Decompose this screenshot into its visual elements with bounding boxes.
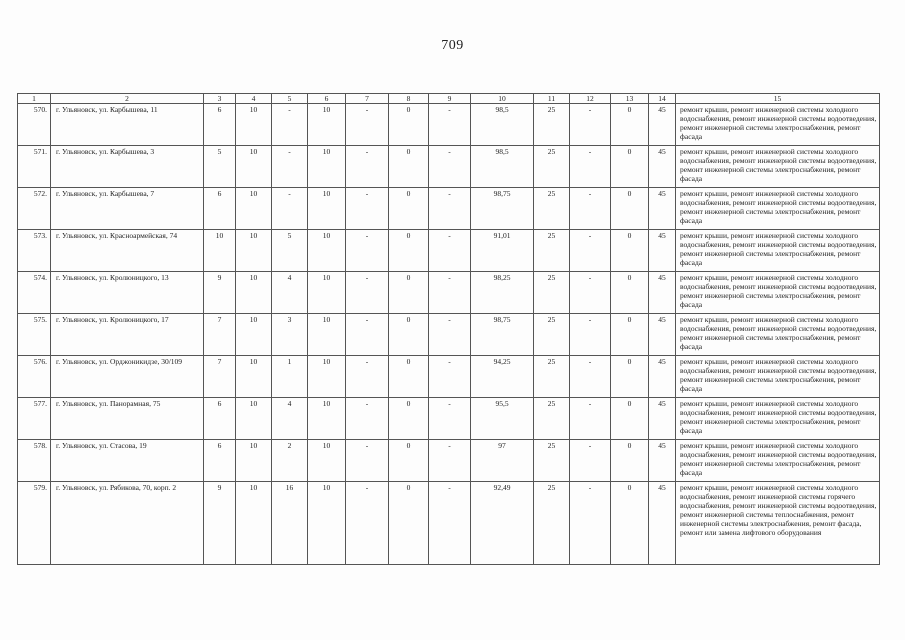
value-cell: 10: [308, 272, 346, 314]
value-cell: -: [272, 104, 308, 146]
value-cell: 45: [649, 230, 676, 272]
value-cell: 10: [308, 482, 346, 565]
row-number: 571.: [18, 146, 51, 188]
value-cell: -: [346, 104, 389, 146]
value-cell: 10: [204, 230, 236, 272]
value-cell: 25: [534, 272, 570, 314]
value-cell: 25: [534, 440, 570, 482]
value-cell: 9: [204, 482, 236, 565]
table-row: [18, 440, 880, 482]
value-cell: 45: [649, 146, 676, 188]
value-cell: -: [429, 230, 471, 272]
value-cell: 45: [649, 398, 676, 440]
column-number-row: [18, 94, 880, 104]
repair-table: [17, 93, 880, 565]
value-cell: -: [346, 272, 389, 314]
value-cell: 45: [649, 188, 676, 230]
value-cell: 0: [389, 146, 429, 188]
value-cell: -: [429, 398, 471, 440]
value-cell: 25: [534, 146, 570, 188]
value-cell: 98,25: [471, 272, 534, 314]
value-cell: 98,5: [471, 146, 534, 188]
value-cell: -: [570, 482, 611, 565]
value-cell: 10: [236, 314, 272, 356]
value-cell: 10: [308, 104, 346, 146]
column-header: 1: [18, 94, 51, 104]
value-cell: 25: [534, 314, 570, 356]
works-description-cell: ремонт крыши, ремонт инженерной системы холодного водоснабжения, ремонт инженерной системы водоотведения, ремонт инженерной системы электроснабжения, ремонт фасада: [676, 356, 880, 398]
works-description-cell: ремонт крыши, ремонт инженерной системы холодного водоснабжения, ремонт инженерной системы водоотведения, ремонт инженерной системы электроснабжения, ремонт фасада: [676, 104, 880, 146]
value-cell: 10: [236, 104, 272, 146]
value-cell: -: [346, 440, 389, 482]
table-row: [18, 272, 880, 314]
table-row: [18, 146, 880, 188]
value-cell: 7: [204, 314, 236, 356]
value-cell: 0: [611, 440, 649, 482]
value-cell: 10: [308, 440, 346, 482]
works-description-cell: ремонт крыши, ремонт инженерной системы холодного водоснабжения, ремонт инженерной системы водоотведения, ремонт инженерной системы электроснабжения, ремонт фасада: [676, 314, 880, 356]
row-number: 573.: [18, 230, 51, 272]
column-header: 14: [649, 94, 676, 104]
column-header: 3: [204, 94, 236, 104]
value-cell: 45: [649, 314, 676, 356]
table-row: [18, 356, 880, 398]
value-cell: 98,75: [471, 188, 534, 230]
value-cell: -: [570, 398, 611, 440]
value-cell: -: [429, 314, 471, 356]
value-cell: -: [570, 104, 611, 146]
value-cell: 0: [389, 104, 429, 146]
value-cell: 9: [204, 272, 236, 314]
table-row: [18, 398, 880, 440]
column-header: 8: [389, 94, 429, 104]
row-number: 574.: [18, 272, 51, 314]
works-description-cell: ремонт крыши, ремонт инженерной системы холодного водоснабжения, ремонт инженерной системы горячего водоснабжения, ремонт инженерной системы водоотведения, ремонт инженерной системы теплоснабжения, ремонт инженерной системы электроснабжения, ремонт фасада, ремонт или замена лифтового оборудования: [676, 482, 880, 565]
value-cell: -: [346, 398, 389, 440]
value-cell: 6: [204, 188, 236, 230]
address-cell: г. Ульяновск, ул. Кролюницкого, 13: [51, 272, 204, 314]
table-row: [18, 104, 880, 146]
address-cell: г. Ульяновск, ул. Стасова, 19: [51, 440, 204, 482]
row-number: 570.: [18, 104, 51, 146]
value-cell: 92,49: [471, 482, 534, 565]
value-cell: 94,25: [471, 356, 534, 398]
value-cell: 97: [471, 440, 534, 482]
value-cell: 6: [204, 440, 236, 482]
value-cell: -: [570, 146, 611, 188]
address-cell: г. Ульяновск, ул. Карбышева, 11: [51, 104, 204, 146]
value-cell: 0: [389, 440, 429, 482]
value-cell: 10: [308, 230, 346, 272]
value-cell: 2: [272, 440, 308, 482]
row-number: 575.: [18, 314, 51, 356]
value-cell: 45: [649, 272, 676, 314]
value-cell: 45: [649, 104, 676, 146]
address-cell: г. Ульяновск, ул. Орджоникидзе, 30/109: [51, 356, 204, 398]
value-cell: 0: [611, 398, 649, 440]
value-cell: 98,75: [471, 314, 534, 356]
value-cell: 10: [236, 482, 272, 565]
value-cell: 25: [534, 398, 570, 440]
value-cell: -: [570, 230, 611, 272]
value-cell: 5: [204, 146, 236, 188]
value-cell: 6: [204, 104, 236, 146]
column-header: 2: [51, 94, 204, 104]
address-cell: г. Ульяновск, ул. Панорамная, 75: [51, 398, 204, 440]
value-cell: -: [429, 440, 471, 482]
value-cell: 0: [611, 356, 649, 398]
value-cell: -: [429, 188, 471, 230]
value-cell: 25: [534, 356, 570, 398]
row-number: 578.: [18, 440, 51, 482]
column-header: 10: [471, 94, 534, 104]
value-cell: 0: [389, 188, 429, 230]
value-cell: 10: [308, 356, 346, 398]
value-cell: 0: [611, 482, 649, 565]
column-header: 12: [570, 94, 611, 104]
value-cell: -: [346, 356, 389, 398]
value-cell: 1: [272, 356, 308, 398]
row-number: 577.: [18, 398, 51, 440]
value-cell: -: [570, 314, 611, 356]
value-cell: 0: [611, 104, 649, 146]
value-cell: -: [570, 188, 611, 230]
value-cell: 10: [236, 398, 272, 440]
value-cell: 0: [389, 356, 429, 398]
value-cell: 25: [534, 188, 570, 230]
value-cell: 25: [534, 482, 570, 565]
value-cell: -: [272, 188, 308, 230]
value-cell: -: [429, 356, 471, 398]
value-cell: 10: [236, 188, 272, 230]
works-description-cell: ремонт крыши, ремонт инженерной системы холодного водоснабжения, ремонт инженерной системы водоотведения, ремонт инженерной системы электроснабжения, ремонт фасада: [676, 398, 880, 440]
value-cell: 0: [611, 272, 649, 314]
works-description-cell: ремонт крыши, ремонт инженерной системы холодного водоснабжения, ремонт инженерной системы водоотведения, ремонт инженерной системы электроснабжения, ремонт фасада: [676, 146, 880, 188]
value-cell: -: [429, 272, 471, 314]
value-cell: 0: [611, 314, 649, 356]
value-cell: 25: [534, 104, 570, 146]
value-cell: 10: [308, 398, 346, 440]
value-cell: 0: [611, 188, 649, 230]
value-cell: -: [346, 230, 389, 272]
row-number: 572.: [18, 188, 51, 230]
value-cell: 0: [611, 146, 649, 188]
works-description-cell: ремонт крыши, ремонт инженерной системы холодного водоснабжения, ремонт инженерной системы водоотведения, ремонт инженерной системы электроснабжения, ремонт фасада: [676, 440, 880, 482]
works-description-cell: ремонт крыши, ремонт инженерной системы холодного водоснабжения, ремонт инженерной системы водоотведения, ремонт инженерной системы электроснабжения, ремонт фасада: [676, 272, 880, 314]
value-cell: -: [346, 146, 389, 188]
value-cell: 6: [204, 398, 236, 440]
works-description-cell: ремонт крыши, ремонт инженерной системы холодного водоснабжения, ремонт инженерной системы водоотведения, ремонт инженерной системы электроснабжения, ремонт фасада: [676, 188, 880, 230]
value-cell: 5: [272, 230, 308, 272]
value-cell: 10: [236, 440, 272, 482]
value-cell: -: [570, 272, 611, 314]
value-cell: -: [346, 482, 389, 565]
value-cell: 25: [534, 230, 570, 272]
value-cell: -: [429, 146, 471, 188]
value-cell: 0: [389, 398, 429, 440]
page-number: 709: [441, 38, 464, 53]
table-row: [18, 314, 880, 356]
column-header: 13: [611, 94, 649, 104]
value-cell: -: [272, 146, 308, 188]
value-cell: 0: [389, 314, 429, 356]
value-cell: 16: [272, 482, 308, 565]
address-cell: г. Ульяновск, ул. Карбышева, 3: [51, 146, 204, 188]
value-cell: 10: [308, 146, 346, 188]
works-description-cell: ремонт крыши, ремонт инженерной системы холодного водоснабжения, ремонт инженерной системы водоотведения, ремонт инженерной системы электроснабжения, ремонт фасада: [676, 230, 880, 272]
value-cell: 10: [236, 272, 272, 314]
value-cell: 45: [649, 440, 676, 482]
value-cell: 95,5: [471, 398, 534, 440]
value-cell: 0: [611, 230, 649, 272]
column-header: 9: [429, 94, 471, 104]
column-header: 7: [346, 94, 389, 104]
value-cell: 91,01: [471, 230, 534, 272]
value-cell: 10: [308, 188, 346, 230]
value-cell: 7: [204, 356, 236, 398]
value-cell: -: [570, 440, 611, 482]
value-cell: 10: [236, 230, 272, 272]
value-cell: 0: [389, 230, 429, 272]
column-header: 15: [676, 94, 880, 104]
value-cell: 98,5: [471, 104, 534, 146]
address-cell: г. Ульяновск, ул. Кролюницкого, 17: [51, 314, 204, 356]
table-row: [18, 188, 880, 230]
value-cell: 10: [236, 146, 272, 188]
value-cell: 4: [272, 272, 308, 314]
value-cell: 45: [649, 482, 676, 565]
column-header: 11: [534, 94, 570, 104]
address-cell: г. Ульяновск, ул. Рябикова, 70, корп. 2: [51, 482, 204, 565]
value-cell: -: [429, 104, 471, 146]
row-number: 576.: [18, 356, 51, 398]
column-header: 5: [272, 94, 308, 104]
value-cell: 0: [389, 272, 429, 314]
value-cell: 45: [649, 356, 676, 398]
row-number: 579.: [18, 482, 51, 565]
column-header: 6: [308, 94, 346, 104]
column-header: 4: [236, 94, 272, 104]
table-row: [18, 230, 880, 272]
address-cell: г. Ульяновск, ул. Красноармейская, 74: [51, 230, 204, 272]
value-cell: 0: [389, 482, 429, 565]
address-cell: г. Ульяновск, ул. Карбышева, 7: [51, 188, 204, 230]
value-cell: 10: [236, 356, 272, 398]
value-cell: 4: [272, 398, 308, 440]
value-cell: -: [346, 188, 389, 230]
value-cell: 10: [308, 314, 346, 356]
table-row: [18, 482, 880, 565]
value-cell: 3: [272, 314, 308, 356]
value-cell: -: [346, 314, 389, 356]
value-cell: -: [570, 356, 611, 398]
value-cell: -: [429, 482, 471, 565]
